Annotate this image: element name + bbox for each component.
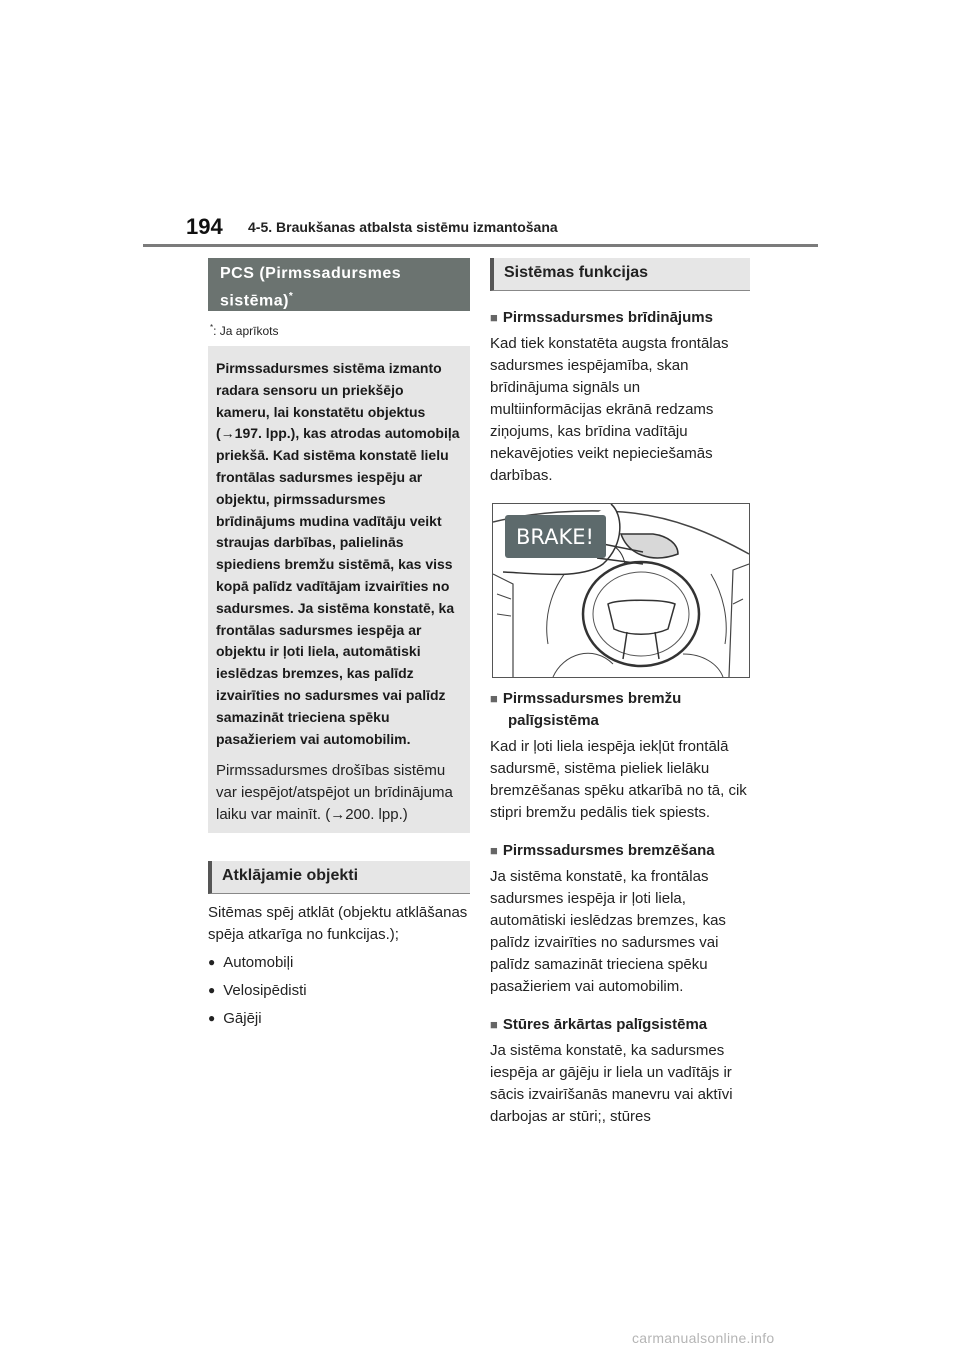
left-column	[208, 258, 470, 1030]
pcs-heading-mark: *	[288, 291, 294, 302]
brake-assist-text: Kad ir ļoti liela iespēja iekļūt frontālā sadursmē, sistēma pieliek lielāku bremzēšanas spēku atkarībā no tā, cik stipri bremžu pedālis tiek spiests.	[490, 738, 747, 821]
functions-heading: Sistēmas funkcijas	[490, 258, 750, 291]
braking-title: ■ Pirmssadursmes bremzēšana	[490, 840, 750, 862]
right-column	[490, 258, 750, 1128]
note-text: : Ja aprīkots	[213, 324, 279, 338]
page-number: 194	[186, 214, 223, 239]
steering-text: Ja sistēma konstatē, ka sadursmes iespēja ar gājēju ir liela un vadītājs ir sācis izvairīšanās manevru vai aktīvi darbojas ar stūri;, stūres	[490, 1042, 733, 1125]
section-title: 4-5. Braukšanas atbalsta sistēmu izmantošana	[248, 219, 558, 235]
list-item: ● Automobiļi	[208, 952, 470, 974]
warning-text: Kad tiek konstatēta augsta frontālas sadursmes iespējamība, skan brīdinājuma signāls un multiinformācijas ekrānā redzams ziņojums, kas brīdina vadītāju nekavējoties veikt nepieciešamās darbības.	[490, 335, 729, 484]
brake-assist-title: ■ Pirmssadursmes bremžu palīgsistēma	[490, 688, 750, 732]
pcs-info-box	[208, 346, 470, 833]
equipment-note	[210, 323, 470, 338]
pcs-settings-note: Pirmssadursmes drošības sistēmu var iespējot/atspējot un brīdinājuma laiku var mainīt. (→200. lpp.)	[216, 762, 453, 824]
note-mark: *	[210, 323, 214, 332]
braking-text: Ja sistēma konstatē, ka frontālas sadursmes iespēja ir ļoti liela, automātiski ieslēdzas bremzes, kas palīdz izvairīties no sadursmes vai palīdz samazināt trieciena spēku pasažieriem vai automobilim.	[490, 868, 726, 995]
watermark: carmanualsonline.info	[632, 1330, 775, 1346]
list-item: ● Velosipēdisti	[208, 980, 470, 1002]
header-divider	[143, 244, 818, 247]
objects-intro: Sitēmas spēj atklāt (objektu atklāšanas spēja atkarīga no funkcijas.);	[208, 904, 468, 943]
objects-heading: Atklājamie objekti	[208, 861, 470, 894]
steering-title: ■ Stūres ārkārtas palīgsistēma	[490, 1014, 750, 1036]
list-item: ● Gājēji	[208, 1008, 470, 1030]
objects-list	[208, 952, 470, 1030]
pcs-heading	[208, 258, 470, 311]
dashboard-illustration	[492, 503, 750, 678]
pcs-description: Pirmssadursmes sistēma izmanto radara sensoru un priekšējo kameru, lai konstatētu objektus (→197. lpp.), kas atrodas automobiļa priekšā. Kad sistēma konstatē lielu frontālas sadursmes iespēju ar objektu, pirmssadursmes brīdinājums mudina vadītāju veikt straujas darbības, palielinās spiediens bremžu sistēmā, kas viss kopā palīdz vadītājam izvairīties no sadursmes. Ja sistēma konstatē, ka frontālas sadursmes iespēja ar objektu ir ļoti liela, automātiski ieslēdzas bremzes, kas palīdz izvairīties no sadursmes vai palīdz samazināt trieciena spēku pasažieriem vai automobilim.	[216, 360, 460, 747]
pcs-heading-text: PCS (Pirmssadursmes sistēma)	[220, 265, 402, 310]
warning-title: ■ Pirmssadursmes brīdinājums	[490, 307, 750, 329]
steering-wheel-illustration	[493, 504, 749, 677]
brake-warning-text: BRAKE!	[516, 525, 594, 549]
